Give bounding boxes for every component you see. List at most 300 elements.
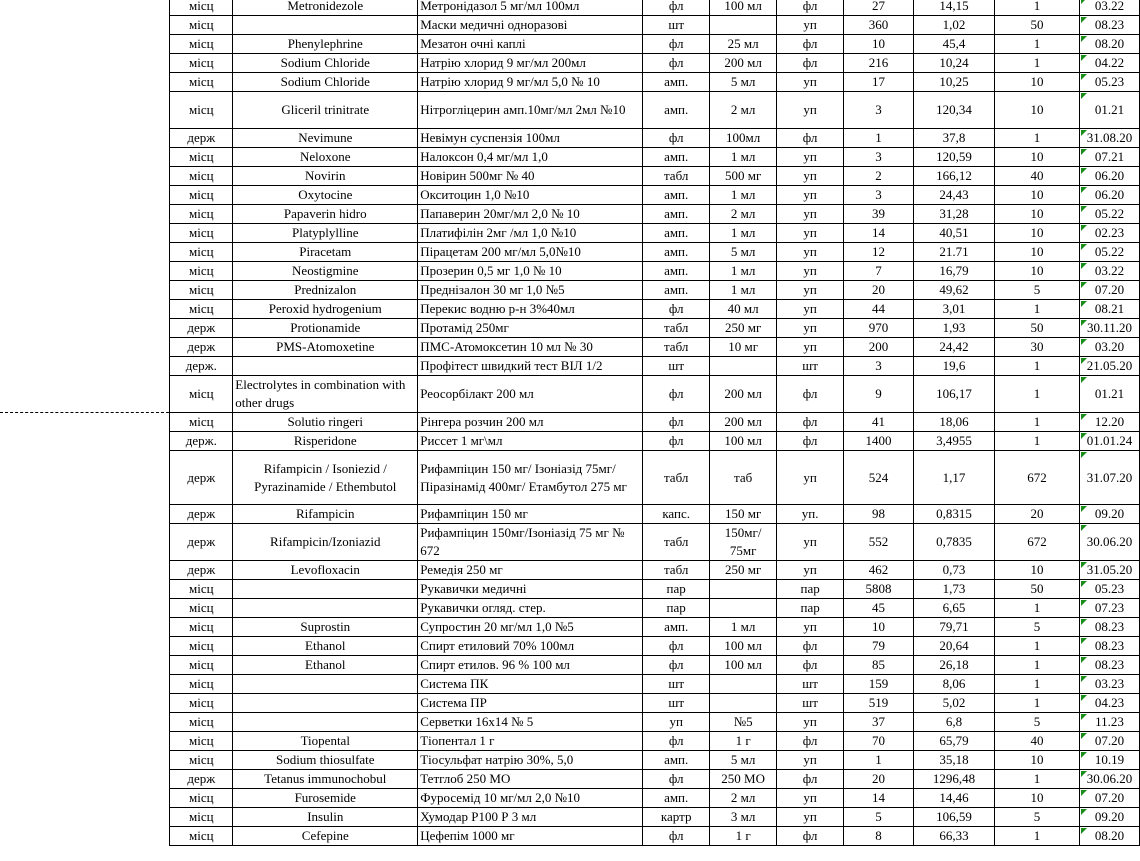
col-unit-cell[interactable]: уп xyxy=(777,148,844,167)
col-price-cell[interactable]: 1,02 xyxy=(914,16,995,35)
col-name-cell[interactable]: Ремедія 250 мг xyxy=(418,561,643,580)
col-form-cell[interactable]: фл xyxy=(643,300,710,319)
col-qty-cell[interactable]: 462 xyxy=(844,561,914,580)
col-type-cell[interactable]: місц xyxy=(170,281,233,300)
col-form-cell[interactable]: капс. xyxy=(643,505,710,524)
col-name-cell[interactable]: Рукавички медичні xyxy=(418,580,643,599)
col-exp-cell[interactable]: 08.20 xyxy=(1079,827,1139,846)
col-dose-cell[interactable]: 1 мл xyxy=(710,148,777,167)
col-inn-cell[interactable]: Rifampicin/Izoniazid xyxy=(233,524,418,561)
col-unit-cell[interactable]: уп xyxy=(777,338,844,357)
col-exp-cell[interactable]: 01.21 xyxy=(1079,92,1139,129)
row-margin-cell[interactable] xyxy=(0,789,170,808)
col-pack-cell[interactable]: 50 xyxy=(994,16,1079,35)
col-dose-cell[interactable]: 2 мл xyxy=(710,205,777,224)
col-type-cell[interactable]: місц xyxy=(170,376,233,413)
col-type-cell[interactable]: держ xyxy=(170,338,233,357)
col-type-cell[interactable]: місц xyxy=(170,224,233,243)
col-pack-cell[interactable]: 672 xyxy=(994,451,1079,505)
col-price-cell[interactable]: 20,64 xyxy=(914,637,995,656)
col-qty-cell[interactable]: 17 xyxy=(844,73,914,92)
col-pack-cell[interactable]: 1 xyxy=(994,376,1079,413)
col-exp-cell[interactable]: 07.20 xyxy=(1079,732,1139,751)
col-form-cell[interactable]: амп. xyxy=(643,281,710,300)
col-qty-cell[interactable]: 27 xyxy=(844,0,914,16)
col-unit-cell[interactable]: уп xyxy=(777,561,844,580)
col-name-cell[interactable]: Спирт етиловий 70% 100мл xyxy=(418,637,643,656)
col-unit-cell[interactable]: фл xyxy=(777,732,844,751)
col-unit-cell[interactable]: уп xyxy=(777,451,844,505)
col-type-cell[interactable]: держ. xyxy=(170,432,233,451)
col-unit-cell[interactable]: уп xyxy=(777,808,844,827)
col-form-cell[interactable]: фл xyxy=(643,770,710,789)
col-price-cell[interactable]: 6,65 xyxy=(914,599,995,618)
col-name-cell[interactable]: Папаверин 20мг/мл 2,0 № 10 xyxy=(418,205,643,224)
col-name-cell[interactable]: Натрію хлорид 9 мг/мл 5,0 № 10 xyxy=(418,73,643,92)
row-margin-cell[interactable] xyxy=(0,561,170,580)
row-margin-cell[interactable] xyxy=(0,599,170,618)
col-unit-cell[interactable]: фл xyxy=(777,770,844,789)
col-dose-cell[interactable]: 100мл xyxy=(710,129,777,148)
col-name-cell[interactable]: Супростин 20 мг/мл 1,0 №5 xyxy=(418,618,643,637)
col-form-cell[interactable]: амп. xyxy=(643,224,710,243)
col-price-cell[interactable]: 26,18 xyxy=(914,656,995,675)
col-type-cell[interactable]: місц xyxy=(170,35,233,54)
col-name-cell[interactable]: Прозерин 0,5 мг 1,0 № 10 xyxy=(418,262,643,281)
row-margin-cell[interactable] xyxy=(0,505,170,524)
row-margin-cell[interactable] xyxy=(0,808,170,827)
col-type-cell[interactable]: місц xyxy=(170,243,233,262)
col-pack-cell[interactable]: 1 xyxy=(994,35,1079,54)
col-name-cell[interactable]: ПМС-Атомоксетин 10 мл № 30 xyxy=(418,338,643,357)
row-margin-cell[interactable] xyxy=(0,376,170,413)
col-form-cell[interactable]: амп. xyxy=(643,751,710,770)
col-pack-cell[interactable]: 1 xyxy=(994,54,1079,73)
col-dose-cell[interactable]: 1 мл xyxy=(710,281,777,300)
col-inn-cell[interactable]: Platyplylline xyxy=(233,224,418,243)
col-inn-cell[interactable]: Insulin xyxy=(233,808,418,827)
col-qty-cell[interactable]: 39 xyxy=(844,205,914,224)
col-exp-cell[interactable]: 03.20 xyxy=(1079,338,1139,357)
col-name-cell[interactable]: Тіосульфат натрію 30%, 5,0 xyxy=(418,751,643,770)
col-name-cell[interactable]: Натрію хлорид 9 мг/мл 200мл xyxy=(418,54,643,73)
row-margin-cell[interactable] xyxy=(0,618,170,637)
col-qty-cell[interactable]: 5 xyxy=(844,808,914,827)
row-margin-cell[interactable] xyxy=(0,129,170,148)
col-form-cell[interactable]: табл xyxy=(643,524,710,561)
col-name-cell[interactable]: Рифампіцин 150 мг xyxy=(418,505,643,524)
col-name-cell[interactable]: Спирт етилов. 96 % 100 мл xyxy=(418,656,643,675)
col-unit-cell[interactable]: уп xyxy=(777,524,844,561)
col-qty-cell[interactable]: 1 xyxy=(844,751,914,770)
col-qty-cell[interactable]: 1 xyxy=(844,129,914,148)
col-pack-cell[interactable]: 10 xyxy=(994,224,1079,243)
col-unit-cell[interactable]: фл xyxy=(777,827,844,846)
col-form-cell[interactable]: фл xyxy=(643,637,710,656)
row-margin-cell[interactable] xyxy=(0,0,170,16)
col-name-cell[interactable]: Окситоцин 1,0 №10 xyxy=(418,186,643,205)
col-type-cell[interactable]: місц xyxy=(170,675,233,694)
col-inn-cell[interactable]: Neostigmine xyxy=(233,262,418,281)
col-pack-cell[interactable]: 5 xyxy=(994,713,1079,732)
col-unit-cell[interactable]: уп xyxy=(777,789,844,808)
col-name-cell[interactable]: Реосорбілакт 200 мл xyxy=(418,376,643,413)
col-inn-cell[interactable]: Ethanol xyxy=(233,637,418,656)
col-price-cell[interactable]: 1296,48 xyxy=(914,770,995,789)
row-margin-cell[interactable] xyxy=(0,243,170,262)
col-price-cell[interactable]: 45,4 xyxy=(914,35,995,54)
col-unit-cell[interactable]: уп xyxy=(777,205,844,224)
col-price-cell[interactable]: 19,6 xyxy=(914,357,995,376)
col-name-cell[interactable]: Профітест швидкий тест ВІЛ 1/2 xyxy=(418,357,643,376)
col-unit-cell[interactable]: уп xyxy=(777,262,844,281)
col-qty-cell[interactable]: 98 xyxy=(844,505,914,524)
col-type-cell[interactable]: місц xyxy=(170,413,233,432)
col-price-cell[interactable]: 106,59 xyxy=(914,808,995,827)
col-qty-cell[interactable]: 200 xyxy=(844,338,914,357)
row-margin-cell[interactable] xyxy=(0,656,170,675)
col-unit-cell[interactable]: пар xyxy=(777,580,844,599)
col-form-cell[interactable]: шт xyxy=(643,16,710,35)
col-price-cell[interactable]: 3,4955 xyxy=(914,432,995,451)
col-exp-cell[interactable]: 11.23 xyxy=(1079,713,1139,732)
col-dose-cell[interactable]: 100 мл xyxy=(710,0,777,16)
col-exp-cell[interactable]: 08.21 xyxy=(1079,300,1139,319)
col-name-cell[interactable]: Метронідазол 5 мг/мл 100мл xyxy=(418,0,643,16)
col-dose-cell[interactable]: 5 мл xyxy=(710,243,777,262)
col-qty-cell[interactable]: 14 xyxy=(844,789,914,808)
col-inn-cell[interactable]: Tiopental xyxy=(233,732,418,751)
col-price-cell[interactable]: 8,06 xyxy=(914,675,995,694)
col-dose-cell[interactable]: таб xyxy=(710,451,777,505)
col-price-cell[interactable]: 1,73 xyxy=(914,580,995,599)
col-pack-cell[interactable]: 1 xyxy=(994,129,1079,148)
col-type-cell[interactable]: місц xyxy=(170,618,233,637)
col-name-cell[interactable]: Рифампіцин 150мг/Ізоніазід 75 мг № 672 xyxy=(418,524,643,561)
col-price-cell[interactable]: 3,01 xyxy=(914,300,995,319)
col-exp-cell[interactable]: 10.19 xyxy=(1079,751,1139,770)
col-pack-cell[interactable]: 10 xyxy=(994,789,1079,808)
col-inn-cell[interactable]: Rifampicin / Isoniezid / Pyrazinamide / Ethembutol xyxy=(233,451,418,505)
col-pack-cell[interactable]: 10 xyxy=(994,751,1079,770)
col-form-cell[interactable]: табл xyxy=(643,451,710,505)
row-margin-cell[interactable] xyxy=(0,16,170,35)
col-qty-cell[interactable]: 85 xyxy=(844,656,914,675)
col-inn-cell[interactable]: Sodium Chloride xyxy=(233,54,418,73)
col-type-cell[interactable]: держ xyxy=(170,505,233,524)
col-exp-cell[interactable]: 05.22 xyxy=(1079,205,1139,224)
row-margin-cell[interactable] xyxy=(0,694,170,713)
col-inn-cell[interactable]: Tetanus immunochobul xyxy=(233,770,418,789)
col-dose-cell[interactable]: 1 г xyxy=(710,732,777,751)
col-qty-cell[interactable]: 3 xyxy=(844,357,914,376)
col-exp-cell[interactable]: 03.22 xyxy=(1079,0,1139,16)
col-price-cell[interactable]: 106,17 xyxy=(914,376,995,413)
col-name-cell[interactable]: Риссет 1 мг\мл xyxy=(418,432,643,451)
row-margin-cell[interactable] xyxy=(0,224,170,243)
col-inn-cell[interactable]: Phenylephrine xyxy=(233,35,418,54)
col-form-cell[interactable]: фл xyxy=(643,129,710,148)
col-price-cell[interactable]: 1,93 xyxy=(914,319,995,338)
col-name-cell[interactable]: Серветки 16х14 № 5 xyxy=(418,713,643,732)
col-unit-cell[interactable]: фл xyxy=(777,35,844,54)
row-margin-cell[interactable] xyxy=(0,732,170,751)
col-name-cell[interactable]: Пірацетам 200 мг/мл 5,0№10 xyxy=(418,243,643,262)
col-type-cell[interactable]: держ xyxy=(170,770,233,789)
col-pack-cell[interactable]: 10 xyxy=(994,561,1079,580)
col-form-cell[interactable]: шт xyxy=(643,694,710,713)
col-name-cell[interactable]: Невімун суспензія 100мл xyxy=(418,129,643,148)
col-unit-cell[interactable]: уп xyxy=(777,300,844,319)
col-name-cell[interactable]: Цефепім 1000 мг xyxy=(418,827,643,846)
col-inn-cell[interactable]: Cefepine xyxy=(233,827,418,846)
col-inn-cell[interactable]: Gliceril trinitrate xyxy=(233,92,418,129)
col-form-cell[interactable]: амп. xyxy=(643,618,710,637)
col-price-cell[interactable]: 65,79 xyxy=(914,732,995,751)
col-qty-cell[interactable]: 970 xyxy=(844,319,914,338)
col-price-cell[interactable]: 49,62 xyxy=(914,281,995,300)
col-dose-cell[interactable]: 250 мг xyxy=(710,319,777,338)
row-margin-cell[interactable] xyxy=(0,675,170,694)
col-pack-cell[interactable]: 1 xyxy=(994,694,1079,713)
col-exp-cell[interactable]: 07.20 xyxy=(1079,789,1139,808)
col-type-cell[interactable]: місц xyxy=(170,16,233,35)
col-qty-cell[interactable]: 37 xyxy=(844,713,914,732)
col-inn-cell[interactable]: Sodium Chloride xyxy=(233,73,418,92)
col-exp-cell[interactable]: 05.23 xyxy=(1079,580,1139,599)
col-name-cell[interactable]: Налоксон 0,4 мг/мл 1,0 xyxy=(418,148,643,167)
col-qty-cell[interactable]: 20 xyxy=(844,770,914,789)
col-type-cell[interactable]: держ xyxy=(170,524,233,561)
col-type-cell[interactable]: місц xyxy=(170,789,233,808)
col-inn-cell[interactable]: Electrolytes in combination with other drugs xyxy=(233,376,418,413)
col-qty-cell[interactable]: 44 xyxy=(844,300,914,319)
col-type-cell[interactable]: місц xyxy=(170,205,233,224)
col-qty-cell[interactable]: 12 xyxy=(844,243,914,262)
col-unit-cell[interactable]: пар xyxy=(777,599,844,618)
col-unit-cell[interactable]: шт xyxy=(777,694,844,713)
row-margin-cell[interactable] xyxy=(0,524,170,561)
col-exp-cell[interactable]: 01.01.24 xyxy=(1079,432,1139,451)
col-qty-cell[interactable]: 10 xyxy=(844,35,914,54)
col-price-cell[interactable]: 66,33 xyxy=(914,827,995,846)
col-qty-cell[interactable]: 552 xyxy=(844,524,914,561)
col-inn-cell[interactable]: Oxytocine xyxy=(233,186,418,205)
col-price-cell[interactable]: 120,34 xyxy=(914,92,995,129)
col-inn-cell[interactable]: Piracetam xyxy=(233,243,418,262)
col-qty-cell[interactable]: 2 xyxy=(844,167,914,186)
col-unit-cell[interactable]: фл xyxy=(777,413,844,432)
col-unit-cell[interactable]: шт xyxy=(777,357,844,376)
col-unit-cell[interactable]: фл xyxy=(777,637,844,656)
col-dose-cell[interactable]: 1 мл xyxy=(710,618,777,637)
col-name-cell[interactable]: Система ПК xyxy=(418,675,643,694)
col-inn-cell[interactable]: Furosemide xyxy=(233,789,418,808)
col-exp-cell[interactable]: 02.23 xyxy=(1079,224,1139,243)
col-pack-cell[interactable]: 1 xyxy=(994,357,1079,376)
col-type-cell[interactable]: місц xyxy=(170,92,233,129)
col-price-cell[interactable]: 31,28 xyxy=(914,205,995,224)
col-form-cell[interactable]: фл xyxy=(643,656,710,675)
col-dose-cell[interactable]: 5 мл xyxy=(710,751,777,770)
col-exp-cell[interactable]: 08.23 xyxy=(1079,618,1139,637)
col-exp-cell[interactable]: 08.20 xyxy=(1079,35,1139,54)
col-dose-cell[interactable]: 150 мг xyxy=(710,505,777,524)
col-type-cell[interactable]: місц xyxy=(170,167,233,186)
row-margin-cell[interactable] xyxy=(0,770,170,789)
col-qty-cell[interactable]: 79 xyxy=(844,637,914,656)
col-inn-cell[interactable]: Sodium thiosulfate xyxy=(233,751,418,770)
col-name-cell[interactable]: Преднізалон 30 мг 1,0 №5 xyxy=(418,281,643,300)
col-pack-cell[interactable]: 10 xyxy=(994,243,1079,262)
col-type-cell[interactable]: місц xyxy=(170,751,233,770)
col-pack-cell[interactable]: 5 xyxy=(994,808,1079,827)
col-pack-cell[interactable]: 1 xyxy=(994,413,1079,432)
col-qty-cell[interactable]: 519 xyxy=(844,694,914,713)
col-qty-cell[interactable]: 1400 xyxy=(844,432,914,451)
col-exp-cell[interactable]: 30.06.20 xyxy=(1079,524,1139,561)
col-inn-cell[interactable] xyxy=(233,675,418,694)
col-dose-cell[interactable]: 500 мг xyxy=(710,167,777,186)
col-pack-cell[interactable]: 1 xyxy=(994,432,1079,451)
col-qty-cell[interactable]: 3 xyxy=(844,92,914,129)
col-unit-cell[interactable]: фл xyxy=(777,656,844,675)
col-exp-cell[interactable]: 21.05.20 xyxy=(1079,357,1139,376)
col-inn-cell[interactable]: Protionamide xyxy=(233,319,418,338)
col-name-cell[interactable]: Рінгера розчин 200 мл xyxy=(418,413,643,432)
col-price-cell[interactable]: 0,73 xyxy=(914,561,995,580)
row-margin-cell[interactable] xyxy=(0,432,170,451)
col-price-cell[interactable]: 21.71 xyxy=(914,243,995,262)
col-form-cell[interactable]: амп. xyxy=(643,243,710,262)
col-price-cell[interactable]: 10,24 xyxy=(914,54,995,73)
col-unit-cell[interactable]: фл xyxy=(777,0,844,16)
row-margin-cell[interactable] xyxy=(0,205,170,224)
col-dose-cell[interactable]: 150мг/ 75мг xyxy=(710,524,777,561)
col-dose-cell[interactable] xyxy=(710,675,777,694)
col-type-cell[interactable]: місц xyxy=(170,0,233,16)
col-exp-cell[interactable]: 30.11.20 xyxy=(1079,319,1139,338)
col-qty-cell[interactable]: 360 xyxy=(844,16,914,35)
col-pack-cell[interactable]: 5 xyxy=(994,281,1079,300)
row-margin-cell[interactable] xyxy=(0,186,170,205)
col-inn-cell[interactable] xyxy=(233,357,418,376)
col-inn-cell[interactable]: Ethanol xyxy=(233,656,418,675)
col-price-cell[interactable]: 24,42 xyxy=(914,338,995,357)
col-pack-cell[interactable]: 1 xyxy=(994,675,1079,694)
col-price-cell[interactable]: 79,71 xyxy=(914,618,995,637)
col-type-cell[interactable]: місц xyxy=(170,713,233,732)
col-inn-cell[interactable]: Novirin xyxy=(233,167,418,186)
row-margin-cell[interactable] xyxy=(0,262,170,281)
row-margin-cell[interactable] xyxy=(0,827,170,846)
col-qty-cell[interactable]: 45 xyxy=(844,599,914,618)
col-dose-cell[interactable]: 200 мл xyxy=(710,376,777,413)
col-pack-cell[interactable]: 1 xyxy=(994,770,1079,789)
row-margin-cell[interactable] xyxy=(0,35,170,54)
col-qty-cell[interactable]: 7 xyxy=(844,262,914,281)
col-unit-cell[interactable]: уп. xyxy=(777,505,844,524)
col-name-cell[interactable]: Тетглоб 250 МО xyxy=(418,770,643,789)
col-pack-cell[interactable]: 30 xyxy=(994,338,1079,357)
col-price-cell[interactable]: 0,7835 xyxy=(914,524,995,561)
col-exp-cell[interactable]: 06.20 xyxy=(1079,167,1139,186)
col-unit-cell[interactable]: уп xyxy=(777,16,844,35)
col-price-cell[interactable]: 18,06 xyxy=(914,413,995,432)
col-qty-cell[interactable]: 9 xyxy=(844,376,914,413)
col-dose-cell[interactable]: 200 мл xyxy=(710,54,777,73)
col-dose-cell[interactable]: 100 мл xyxy=(710,637,777,656)
col-exp-cell[interactable]: 08.23 xyxy=(1079,656,1139,675)
col-dose-cell[interactable]: 250 мг xyxy=(710,561,777,580)
col-pack-cell[interactable]: 10 xyxy=(994,205,1079,224)
col-type-cell[interactable]: місц xyxy=(170,599,233,618)
col-type-cell[interactable]: держ xyxy=(170,451,233,505)
col-form-cell[interactable]: фл xyxy=(643,54,710,73)
col-inn-cell[interactable]: Levofloxacin xyxy=(233,561,418,580)
col-type-cell[interactable]: місц xyxy=(170,694,233,713)
col-form-cell[interactable]: уп xyxy=(643,713,710,732)
col-type-cell[interactable]: місц xyxy=(170,808,233,827)
col-exp-cell[interactable]: 12.20 xyxy=(1079,413,1139,432)
col-dose-cell[interactable]: 1 мл xyxy=(710,262,777,281)
col-inn-cell[interactable] xyxy=(233,713,418,732)
col-form-cell[interactable]: фл xyxy=(643,0,710,16)
col-dose-cell[interactable]: 3 мл xyxy=(710,808,777,827)
col-type-cell[interactable]: місц xyxy=(170,148,233,167)
col-qty-cell[interactable]: 70 xyxy=(844,732,914,751)
row-margin-cell[interactable] xyxy=(0,580,170,599)
col-form-cell[interactable]: фл xyxy=(643,432,710,451)
col-inn-cell[interactable]: Rifampicin xyxy=(233,505,418,524)
col-form-cell[interactable]: табл xyxy=(643,561,710,580)
col-qty-cell[interactable]: 20 xyxy=(844,281,914,300)
row-margin-cell[interactable] xyxy=(0,637,170,656)
col-type-cell[interactable]: місц xyxy=(170,186,233,205)
col-price-cell[interactable]: 166,12 xyxy=(914,167,995,186)
col-form-cell[interactable]: амп. xyxy=(643,789,710,808)
col-price-cell[interactable]: 10,25 xyxy=(914,73,995,92)
col-price-cell[interactable]: 120,59 xyxy=(914,148,995,167)
col-unit-cell[interactable]: уп xyxy=(777,713,844,732)
col-dose-cell[interactable]: 1 мл xyxy=(710,224,777,243)
col-dose-cell[interactable] xyxy=(710,694,777,713)
col-dose-cell[interactable] xyxy=(710,357,777,376)
col-inn-cell[interactable]: Neloxone xyxy=(233,148,418,167)
col-exp-cell[interactable]: 07.20 xyxy=(1079,281,1139,300)
col-price-cell[interactable]: 40,51 xyxy=(914,224,995,243)
row-margin-cell[interactable] xyxy=(0,319,170,338)
col-price-cell[interactable]: 6,8 xyxy=(914,713,995,732)
col-pack-cell[interactable]: 10 xyxy=(994,148,1079,167)
col-pack-cell[interactable]: 10 xyxy=(994,186,1079,205)
col-exp-cell[interactable]: 09.20 xyxy=(1079,505,1139,524)
col-qty-cell[interactable]: 14 xyxy=(844,224,914,243)
col-type-cell[interactable]: місц xyxy=(170,300,233,319)
col-form-cell[interactable]: фл xyxy=(643,35,710,54)
col-exp-cell[interactable]: 31.05.20 xyxy=(1079,561,1139,580)
col-dose-cell[interactable]: 2 мл xyxy=(710,92,777,129)
col-form-cell[interactable]: картр xyxy=(643,808,710,827)
col-dose-cell[interactable]: 40 мл xyxy=(710,300,777,319)
col-unit-cell[interactable]: фл xyxy=(777,129,844,148)
col-qty-cell[interactable]: 216 xyxy=(844,54,914,73)
row-margin-cell[interactable] xyxy=(0,92,170,129)
col-name-cell[interactable]: Перекис водню р-н 3%40мл xyxy=(418,300,643,319)
col-name-cell[interactable]: Тіопентал 1 г xyxy=(418,732,643,751)
col-dose-cell[interactable] xyxy=(710,580,777,599)
col-form-cell[interactable]: шт xyxy=(643,675,710,694)
